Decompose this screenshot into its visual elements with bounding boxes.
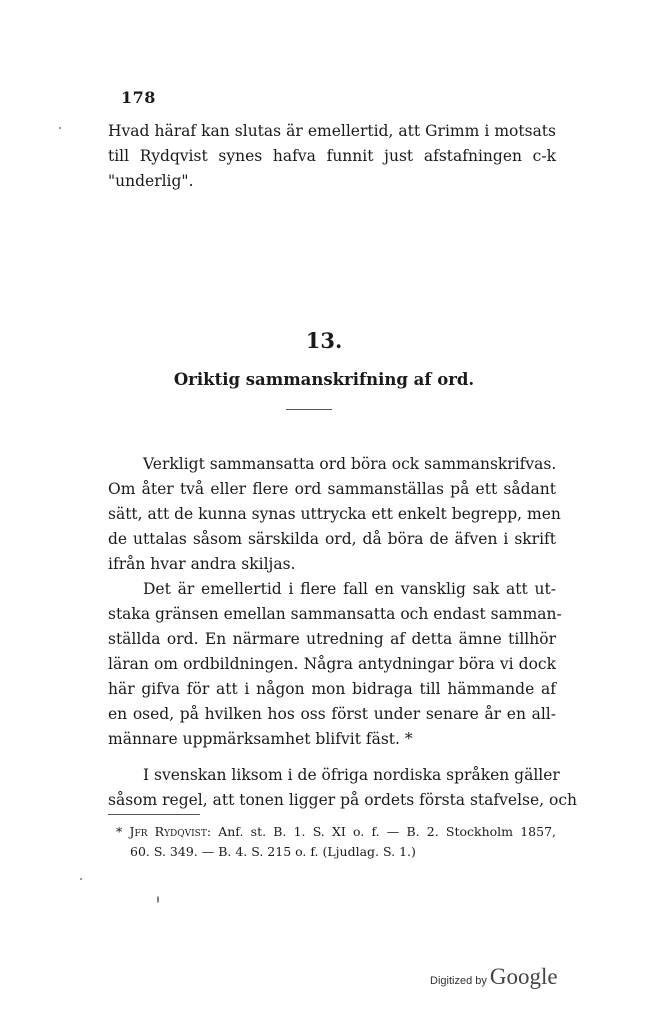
text-line: såsom regel, att tonen ligger på ordets första stafvelse, och [108, 791, 578, 809]
text-line: ifrån hvar andra skiljas. [108, 555, 296, 573]
text-line: Det är emellertid i flere fall en vansklig sak att ut- [143, 580, 556, 598]
text-line: ställda ord. En närmare utredning af detta ämne tillhör [108, 630, 556, 648]
text-line: läran om ordbildningen. Några antydningar böra vi dock [108, 655, 556, 673]
text-line: "underlig". [108, 172, 194, 190]
heading-rule [286, 409, 332, 410]
text-line: de uttalas såsom särskilda ord, då böra de äfven i skrift [108, 530, 556, 548]
digitized-label: Digitized by [430, 975, 487, 987]
text-line: till Rydqvist synes hafva funnit just afstafningen c-k [108, 147, 556, 165]
footnote-reference: Anf. st. B. 1. S. XI o. f. — B. 2. Stockholm 1857, [218, 824, 556, 839]
digitized-watermark [430, 964, 558, 990]
page-number: 178 [121, 88, 156, 107]
scan-speck [157, 896, 159, 903]
section-number: 13. [305, 328, 343, 353]
text-line: sätt, att de kunna synas uttrycka ett enkelt begrepp, men [108, 505, 561, 523]
section-title: Oriktig sammanskrifning af ord. [173, 370, 475, 389]
text-line: I svenskan liksom i de öfriga nordiska språken gäller [143, 766, 560, 784]
text-line: Om åter två eller flere ord sammanställas på ett sådant [108, 480, 556, 498]
text-line: Hvad häraf kan slutas är emellertid, att Grimm i motsats [108, 122, 556, 140]
scan-speck [80, 878, 82, 880]
text-line: Verkligt sammansatta ord böra ock sammanskrifvas. [143, 455, 557, 473]
text-line: männare uppmärksamhet blifvit fäst. * [108, 730, 413, 748]
scan-speck [59, 127, 61, 129]
text-line: staka gränsen emellan sammansatta och endast samman- [108, 605, 562, 623]
text-line: här gifva för att i någon mon bidraga till hämmande af [108, 680, 556, 698]
text-line: en osed, på hvilken hos oss först under senare år en all- [108, 705, 556, 723]
footnote-line-2: 60. S. 349. — B. 4. S. 215 o. f. (Ljudlag. S. 1.) [130, 844, 416, 859]
footnote-author: Jfr Rydqvist: [129, 824, 212, 839]
footnote-rule [108, 814, 200, 815]
google-wordmark: Google [489, 964, 558, 989]
footnote-line [116, 823, 556, 841]
footnote-marker: * [116, 824, 123, 839]
